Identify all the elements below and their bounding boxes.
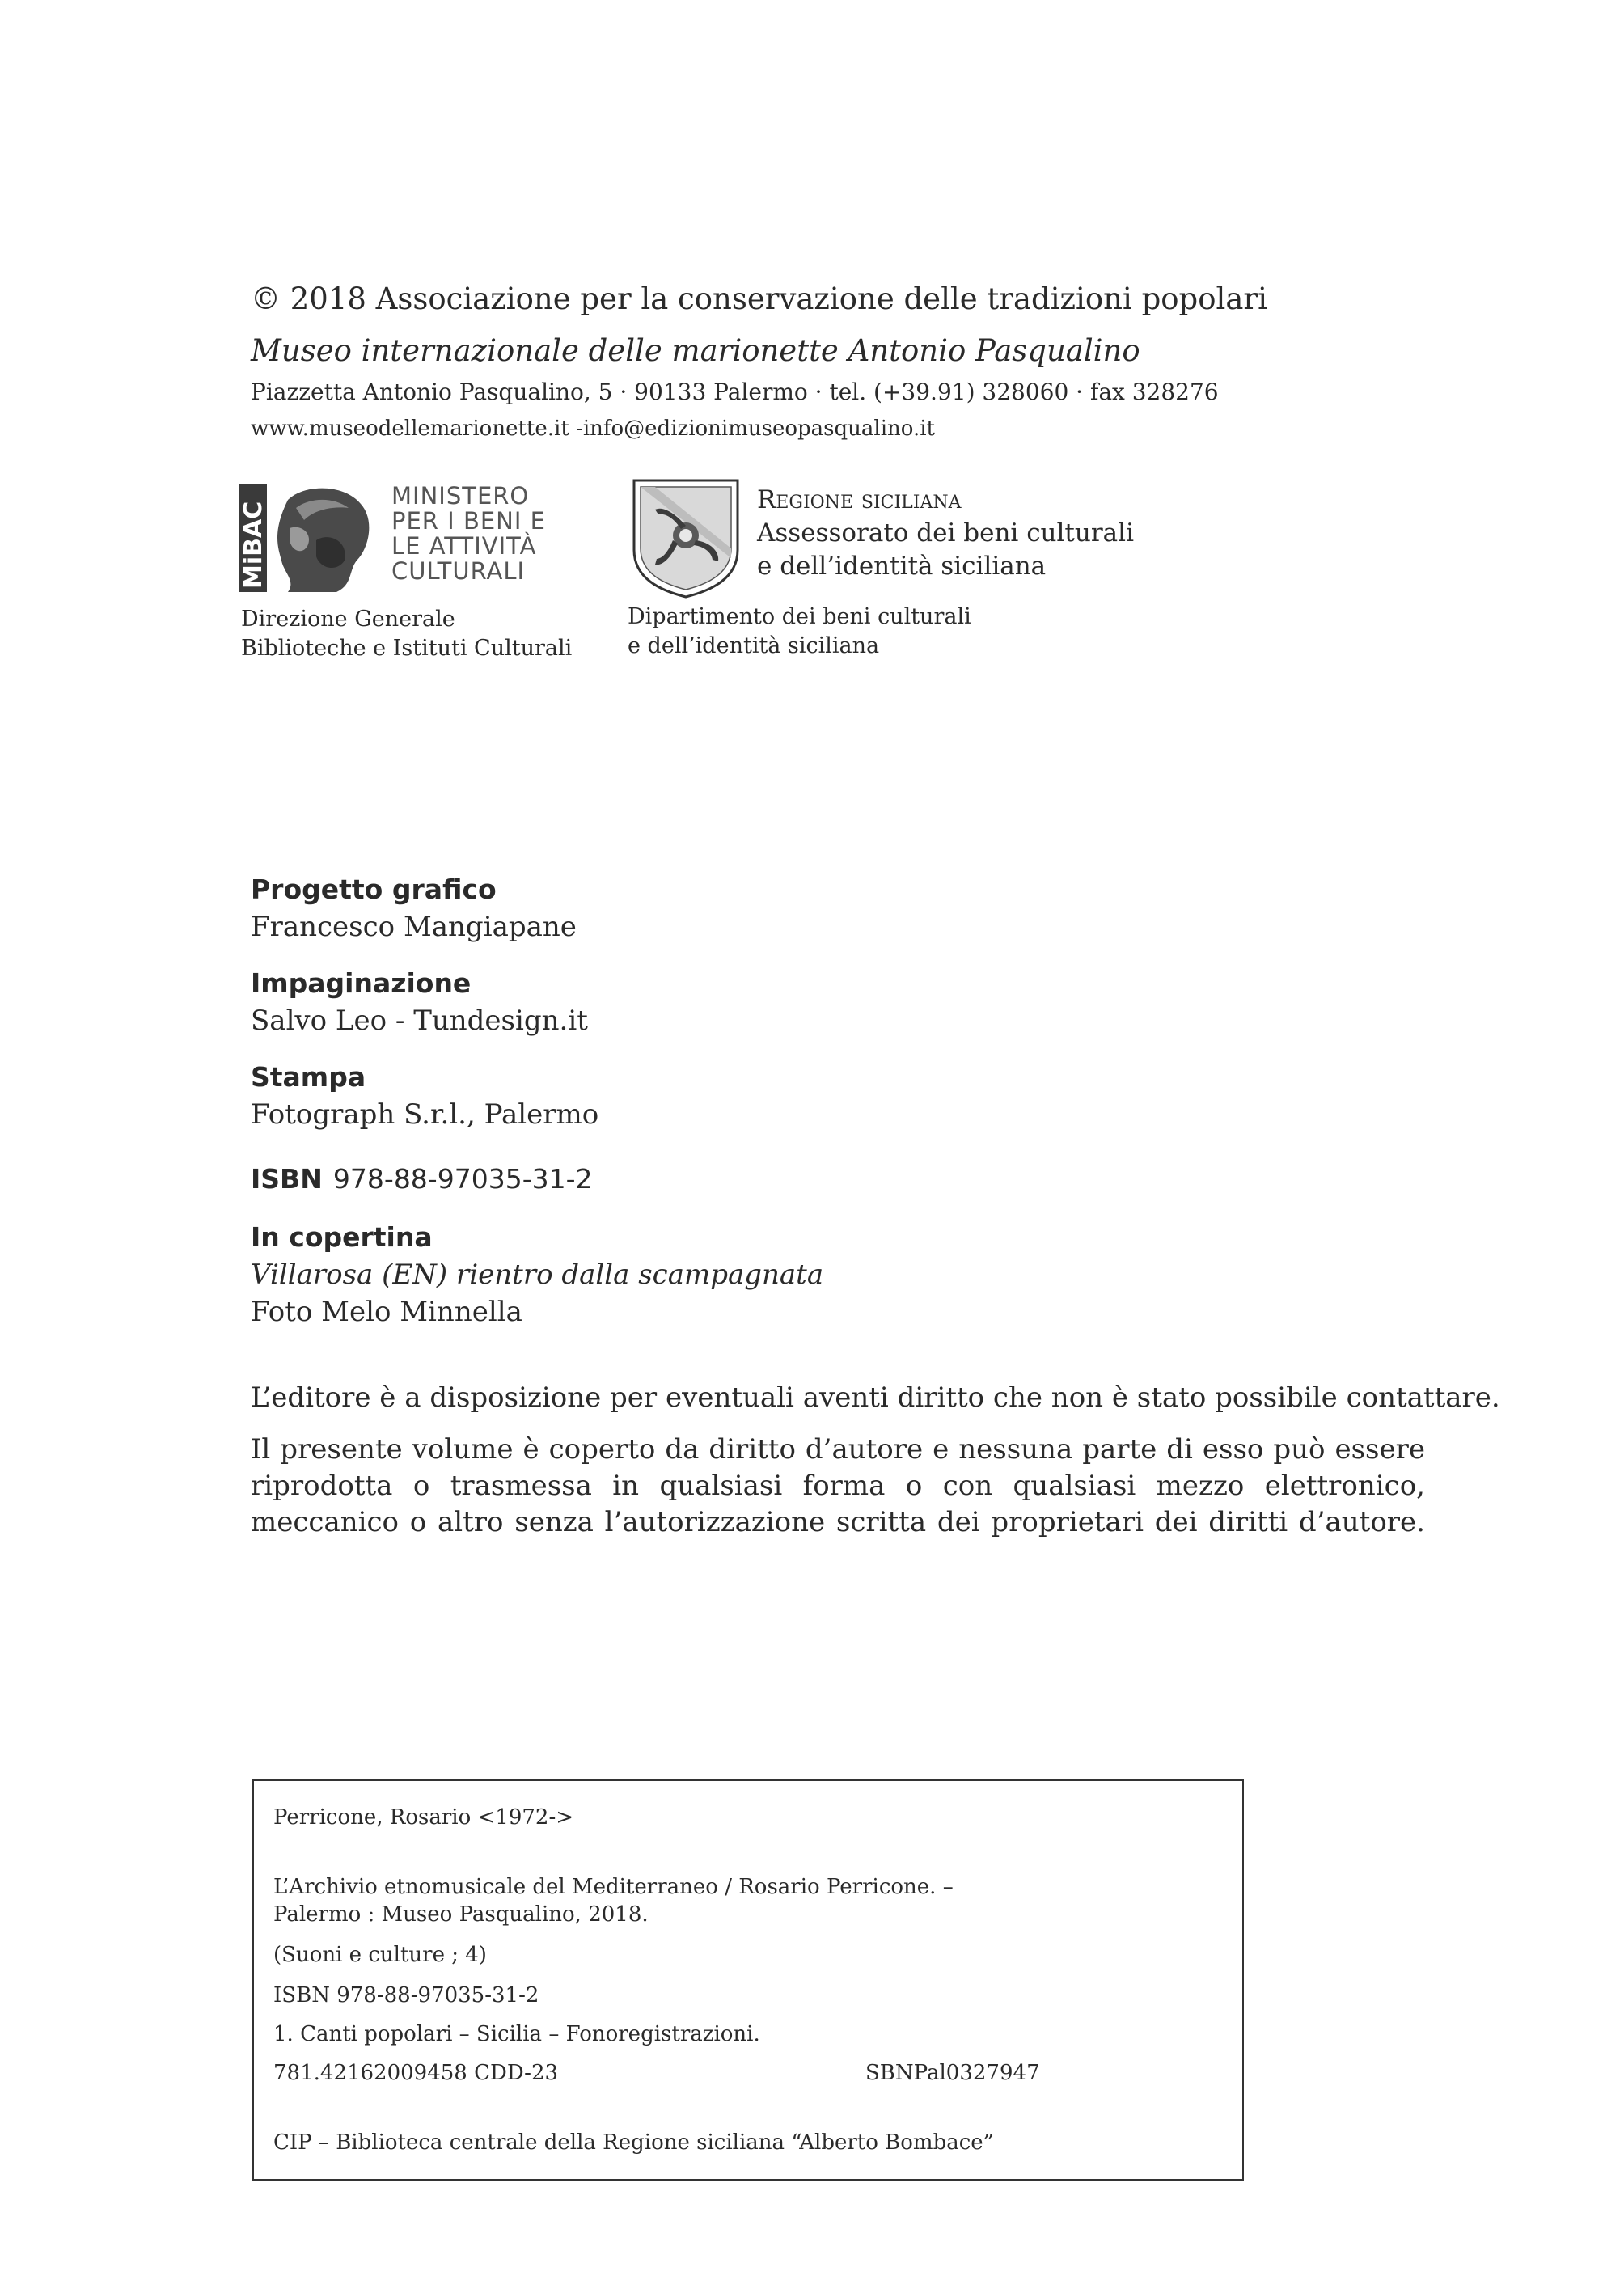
regione-dipartimento: Dipartimento dei beni culturali e dell’identità siciliana [628,604,971,658]
progetto-label: Progetto grafico [251,874,497,905]
regione-title: Regione siciliana [757,485,962,514]
cip-classification: 781.42162009458 CDD-23 [273,2061,559,2085]
cip-author: Perricone, Rosario <1972-> [273,1805,574,1830]
editor-notice: L’editore è a disposizione per eventuali aventi diritto che non è stato possibile contattare. [251,1381,1500,1414]
stampa-value: Fotograph S.r.l., Palermo [251,1098,599,1131]
regione-text: Regione siciliana Assessorato dei beni culturali e dell’identità siciliana [757,485,1134,581]
isbn-value: 978-88-97035-31-2 [332,1163,593,1195]
copertina-label: In copertina [251,1221,433,1253]
cip-series: (Suoni e culture ; 4) [273,1943,487,1967]
museum-web-email: www.museodellemarionette.it -info@edizionimuseopasqualino.it [251,417,935,441]
cip-subject: 1. Canti popolari – Sicilia – Fonoregistrazioni. [273,2022,760,2046]
progetto-value: Francesco Mangiapane [251,911,577,943]
isbn-line [251,1163,593,1195]
copyright-line: © 2018 Associazione per la conservazione delle tradizioni popolari [251,281,1267,316]
copyright-notice: Il presente volume è coperto da diritto d’autore e nessuna parte di esso può essere riprodotta o trasmessa in qualsiasi forma o con qualsiasi mezzo elettronico, meccanico o altro senza l’autorizzazione scritta dei proprietari dei diritti d’autore. [251,1433,1425,1538]
isbn-label: ISBN [251,1163,323,1195]
mibac-ministry-text: MINISTERO PER I BENI E LE ATTIVITÀ CULTURALI [391,482,546,585]
mibac-logo [239,484,377,592]
mibac-logo-text: MiBAC [239,501,268,589]
cip-title-line1: L’Archivio etnomusicale del Mediterraneo / Rosario Perricone. – [273,1875,954,1899]
stampa-label: Stampa [251,1061,366,1093]
copertina-photo: Foto Melo Minnella [251,1296,522,1328]
cip-sbn: SBNPal0327947 [865,2061,1040,2085]
mibac-direzione: Direzione Generale Biblioteche e Istituti Culturali [241,607,573,661]
copertina-title: Villarosa (EN) rientro dalla scampagnata [251,1259,824,1291]
museum-name: Museo internazionale delle marionette Antonio Pasqualino [251,333,1140,368]
cip-footer: CIP – Biblioteca centrale della Regione siciliana “Alberto Bombace” [273,2130,994,2155]
impaginazione-label: Impaginazione [251,967,472,999]
cip-box [252,1779,1244,2181]
museum-address: Piazzetta Antonio Pasqualino, 5 · 90133 Palermo · tel. (+39.91) 328060 · fax 328276 [251,379,1219,405]
regione-siciliana-crest-icon [631,477,741,599]
cip-isbn: ISBN 978-88-97035-31-2 [273,1983,539,2007]
cip-title-line2: Palermo : Museo Pasqualino, 2018. [273,1902,649,1927]
impaginazione-value: Salvo Leo - Tundesign.it [251,1005,588,1037]
